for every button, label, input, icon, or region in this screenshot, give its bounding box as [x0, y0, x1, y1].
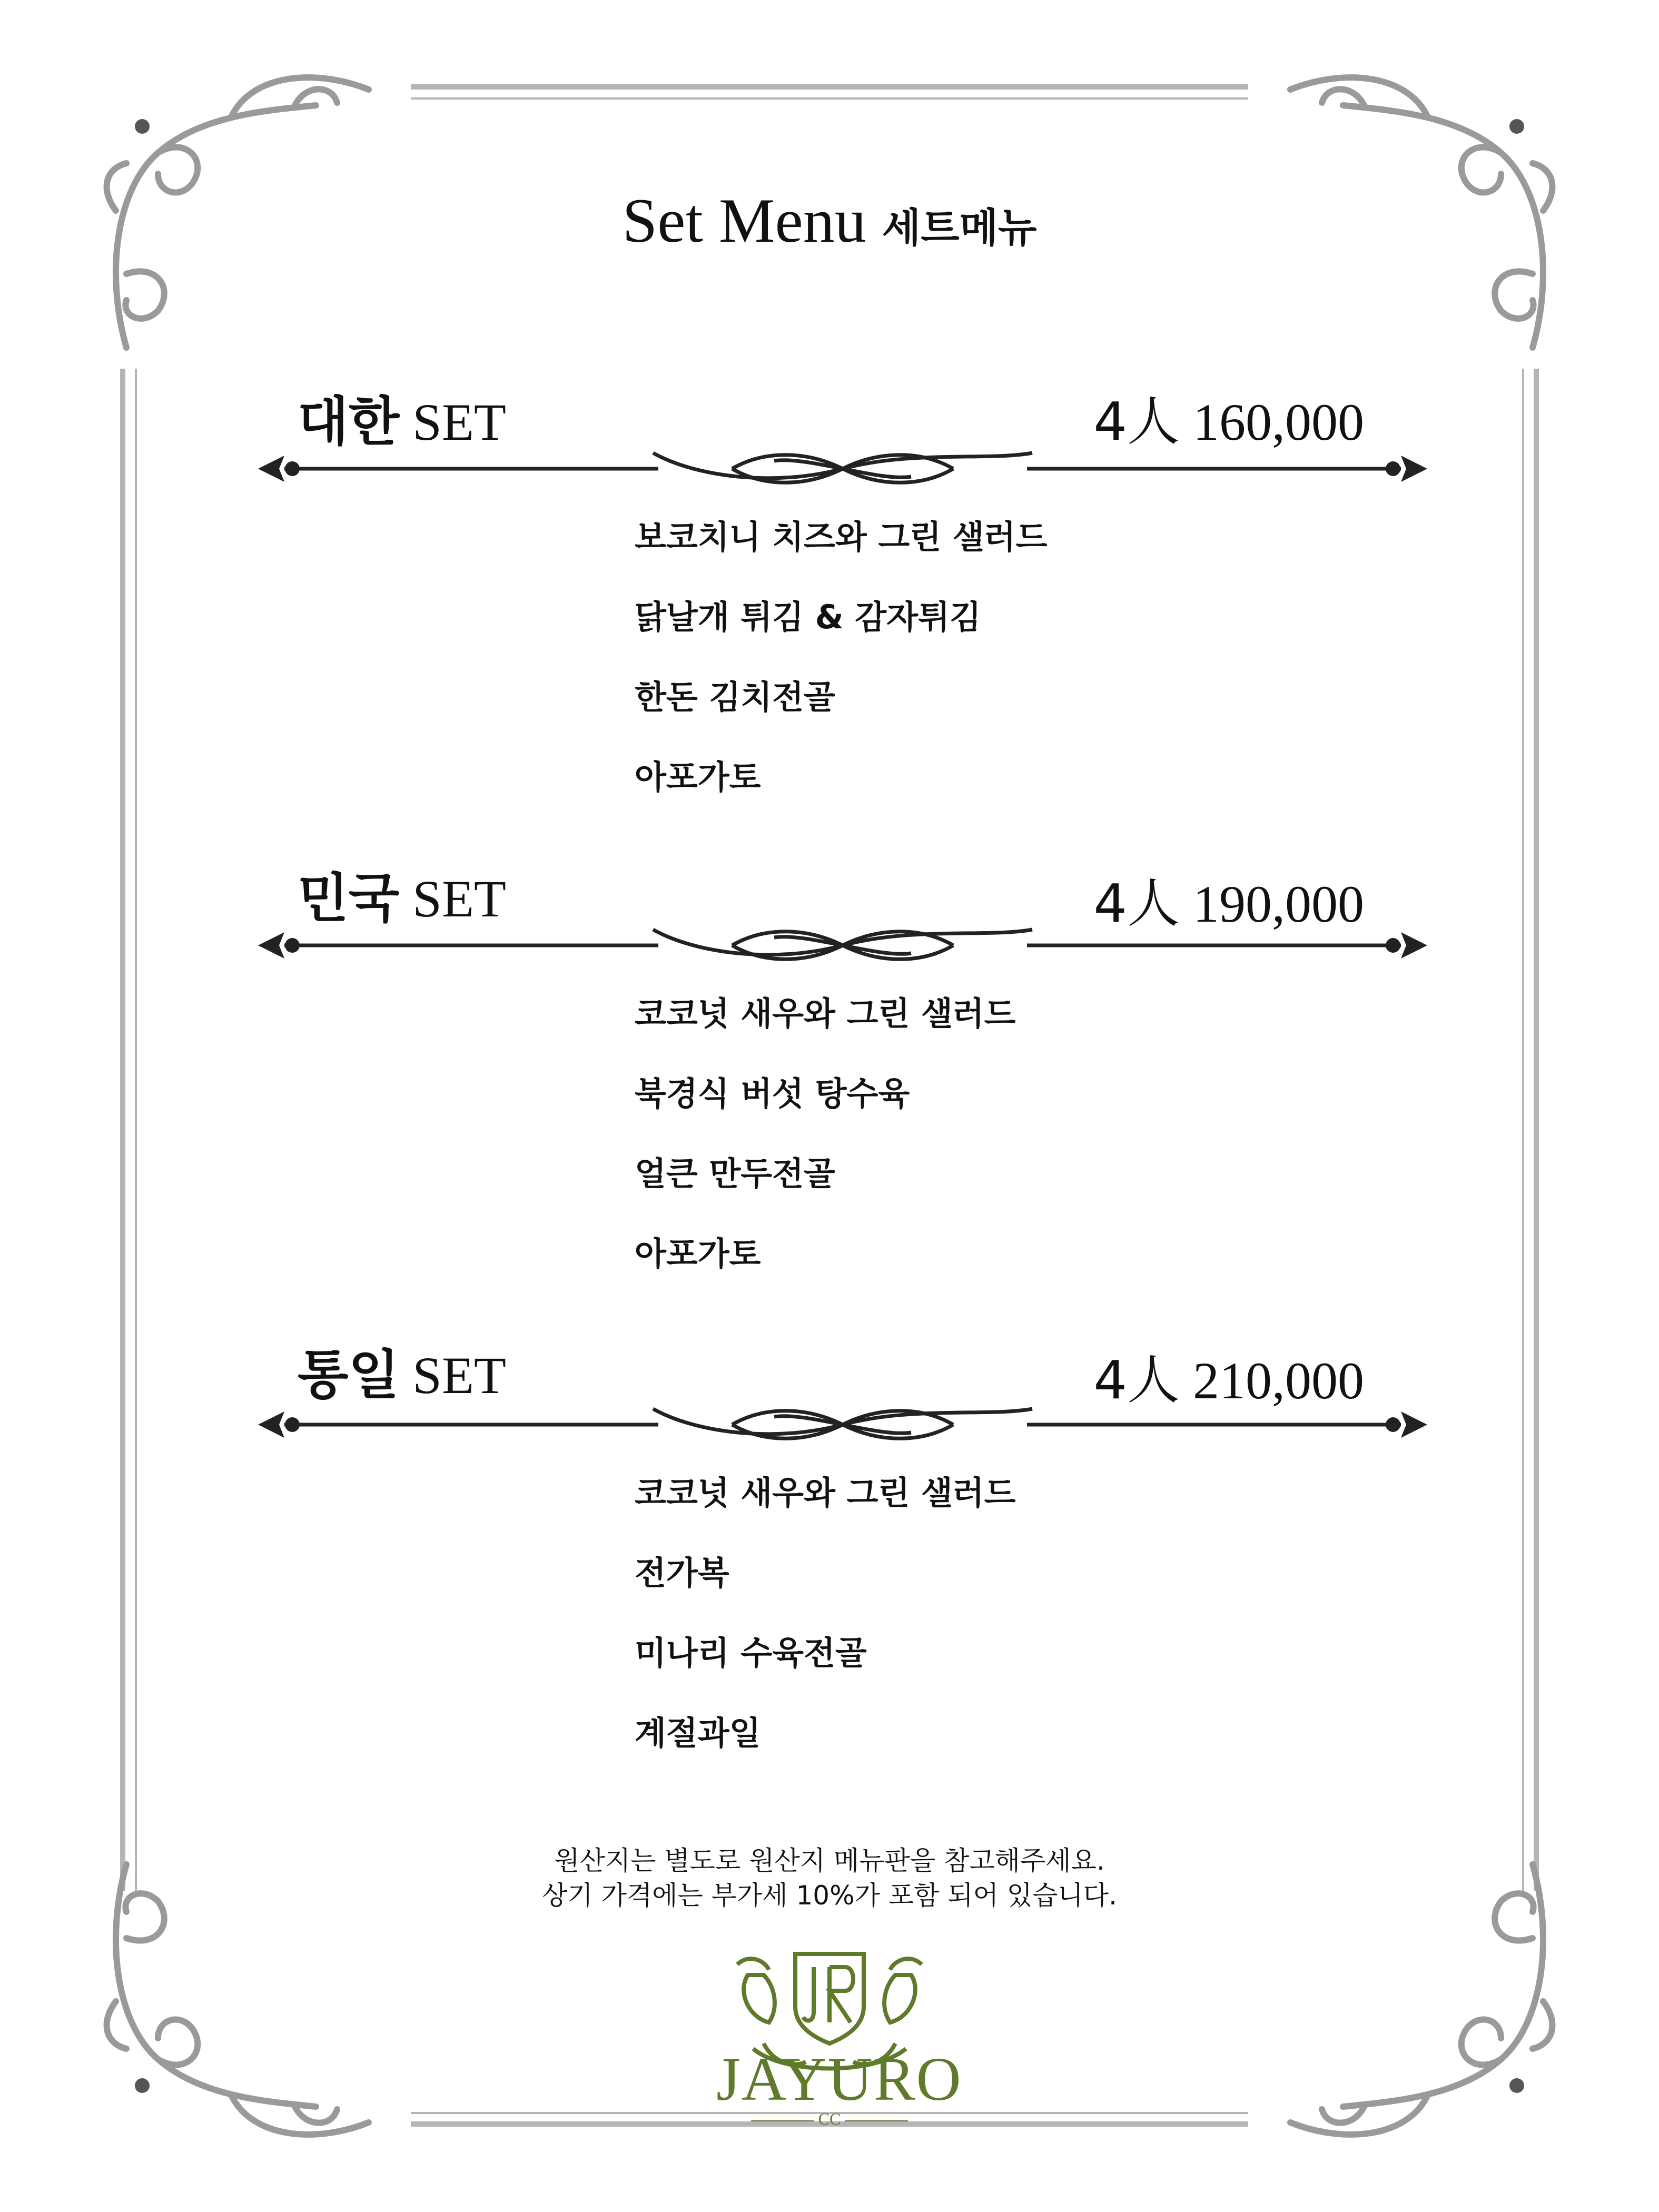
list-item: 얼큰 만두전골 [635, 1154, 835, 1193]
frame-top-line [411, 84, 1248, 90]
ornamental-divider [248, 1396, 1438, 1454]
set-price-minguk: 4人 190,000 [1093, 873, 1364, 934]
notice-vat: 상기 가격에는 부가세 10%가 포함 되어 있습니다. [542, 1880, 1117, 1911]
set-items-daehan [635, 516, 1047, 836]
title-english: Set Menu [622, 185, 866, 255]
frame-left-line-inner [135, 369, 137, 1891]
list-item: 아포가토 [635, 1235, 761, 1273]
set-price-tongil: 4人 210,000 [1093, 1349, 1364, 1411]
list-item: 전가복 [635, 1554, 729, 1592]
list-item: 코코넛 새우와 그린 샐러드 [635, 994, 1016, 1033]
frame-left-line [120, 369, 125, 1891]
list-item: 한돈 김치전골 [635, 678, 835, 716]
ornamental-divider [248, 916, 1438, 974]
brand-logo-word: JAYURO [716, 2045, 962, 2114]
frame-right-line [1534, 369, 1539, 1891]
frame-top-line-inner [411, 97, 1248, 100]
list-item: 코코넛 새우와 그린 샐러드 [635, 1474, 1016, 1512]
set-name-tongil: 통일 SET [298, 1344, 506, 1406]
set-items-tongil [635, 1472, 1016, 1792]
set-name-daehan: 대한 SET [298, 391, 506, 452]
title-korean: 세트메뉴 [882, 204, 1037, 251]
notice-origin: 원산지는 별도로 원산지 메뉴판을 참고해주세요. [554, 1845, 1105, 1876]
set-price-daehan: 4人 160,000 [1093, 391, 1364, 452]
frame-right-line-inner [1522, 369, 1524, 1891]
list-item: 보코치니 치즈와 그린 샐러드 [635, 518, 1048, 556]
set-name-minguk: 민국 SET [298, 867, 506, 929]
page-title [0, 184, 1659, 257]
ornamental-divider [248, 440, 1438, 498]
notice-text [0, 1843, 1659, 1913]
list-item: 계절과일 [635, 1714, 761, 1752]
set-items-minguk [635, 993, 1016, 1313]
list-item: 닭날개 튀김 & 감자튀김 [635, 598, 981, 636]
list-item: 미나리 수육전골 [635, 1634, 867, 1672]
brand-logo-sub: CC [716, 2109, 943, 2129]
list-item: 아포가토 [635, 758, 761, 796]
list-item: 북경식 버섯 탕수육 [635, 1074, 910, 1113]
